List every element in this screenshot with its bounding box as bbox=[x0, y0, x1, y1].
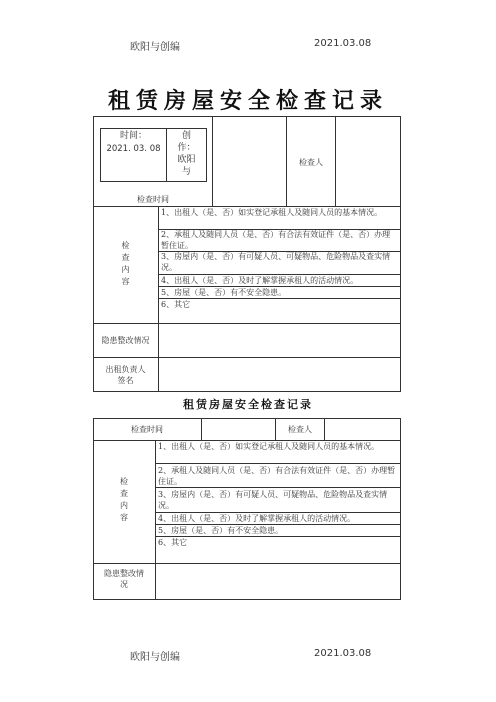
check-item-4: 4、出租人（是、否）及时了解掌握承租人的活动情况。 bbox=[161, 276, 359, 285]
record2-check-time-label: 检查时间 bbox=[131, 425, 163, 434]
record2-check-item-3: 3、房屋内（是、否）有可疑人员、可疑物品、危险物品及查实情况。 bbox=[158, 490, 388, 510]
record2-check-item-5: 5、房屋（是、否）有不安全隐患。 bbox=[158, 526, 284, 535]
created-line-3: 欧阳 bbox=[177, 155, 196, 165]
check-item-1: 1、出租人（是、否）如实登记承租人及随同人员的基本情况。 bbox=[161, 208, 383, 217]
record2-check-item-1: 1、出租人（是、否）如实登记承租人及随同人员的基本情况。 bbox=[158, 442, 380, 451]
record2-rectify-label: 隐患整改情 况 bbox=[104, 569, 144, 589]
inspector-value-cell[interactable] bbox=[336, 117, 400, 206]
footer-author: 欧阳与创编 bbox=[130, 652, 180, 663]
record2-check-item-2: 2、承租人及随同人员（是、否）有合法有效证件（是、否）办理暂住证。 bbox=[158, 466, 396, 486]
record2-title: 租赁房屋安全检查记录 bbox=[183, 398, 313, 411]
page-title: 租赁房屋安全检查记录 bbox=[107, 88, 388, 114]
footer-date: 2021.03.08 bbox=[314, 648, 372, 659]
rectify-label: 隐患整改情况 bbox=[101, 336, 150, 345]
record2-inspector-label: 检查人 bbox=[288, 425, 312, 434]
time-value: 2021. 03. 08 bbox=[106, 144, 161, 154]
record2-check-time-value-cell[interactable] bbox=[202, 419, 275, 440]
check-item-2: 2、承租人及随同人员（是、否）有合法有效证件（是、否）办理暂住证。 bbox=[161, 230, 391, 250]
record2-rectify-value-cell[interactable] bbox=[156, 564, 400, 599]
inspector-label: 检查人 bbox=[299, 158, 323, 167]
signature-label: 出租负责人 签名 bbox=[105, 365, 146, 385]
rectify-value-cell[interactable] bbox=[159, 324, 400, 357]
check-item-5: 5、房屋（是、否）有不安全隐患。 bbox=[161, 288, 287, 297]
content-label: 检 查 内 容 bbox=[121, 241, 130, 286]
check-time-label: 检查时间 bbox=[137, 195, 169, 204]
time-label: 时间： bbox=[119, 131, 147, 141]
signature-value-cell[interactable] bbox=[159, 358, 400, 391]
header-date: 2021.03.08 bbox=[314, 38, 372, 49]
check-item-3: 3、房屋内（是、否）有可疑人员、可疑物品、危险物品及查实情况。 bbox=[161, 252, 391, 272]
created-line-4: 与 bbox=[181, 167, 191, 177]
created-label bbox=[167, 130, 206, 178]
created-line-1: 创 bbox=[181, 131, 191, 141]
record2-content-label: 检 查 内 容 bbox=[120, 477, 128, 522]
created-line-2: 作： bbox=[177, 143, 196, 153]
header-author: 欧阳与创编 bbox=[130, 42, 180, 53]
record2-check-item-4: 4、出租人（是、否）及时了解掌握承租人的活动情况。 bbox=[158, 514, 356, 523]
check-time-value-cell[interactable] bbox=[213, 117, 286, 206]
record2-check-item-6: 6、其它 bbox=[158, 538, 188, 547]
check-item-6: 6、其它 bbox=[161, 300, 191, 309]
record2-inspector-value-cell[interactable] bbox=[325, 419, 400, 440]
